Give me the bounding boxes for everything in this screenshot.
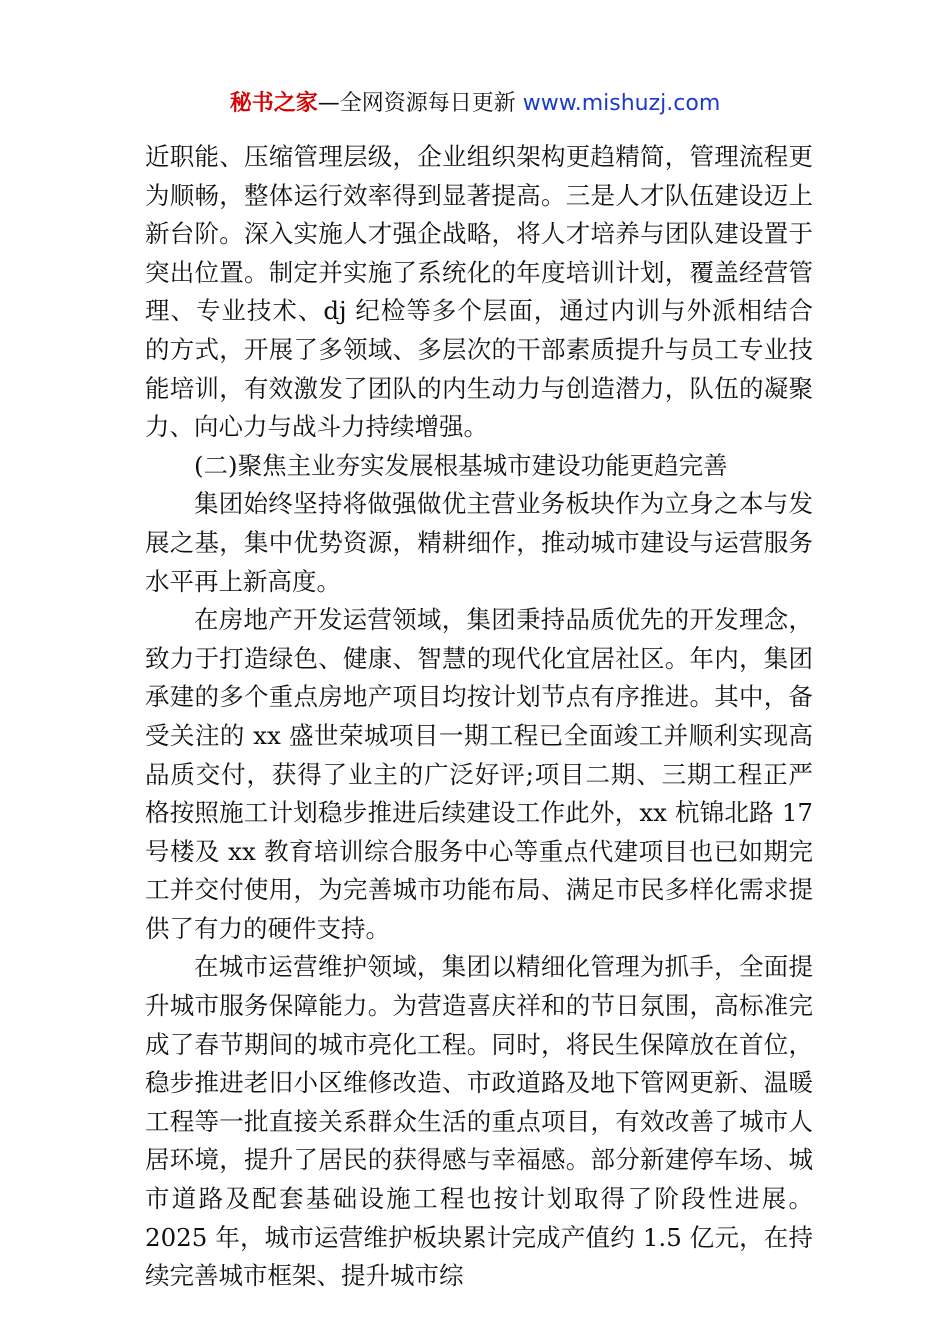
paragraph: 在城市运营维护领域，集团以精细化管理为抓手，全面提升城市服务保障能力。为营造喜庆祥和的节日氛围，高标准完成了春节期间的城市亮化工程。同时，将民生保障放在首位，稳步推进老旧小区维修改造、市政道路及地下管网更新、温暖工程等一批直接关系群众生活的重点项目，有效改善了城市人居环境，提升了居民的获得感与幸福感。部分新建停车场、城市道路及配套基础设施工程也按计划取得了阶段性进展。2025 年，城市运营维护板块累计完成产值约 1.5 亿元，在持续完善城市框架、提升城市综	[145, 952, 813, 1291]
header-site-link[interactable]: www.mishuzj.com	[522, 91, 721, 116]
section-heading: (二)聚焦主业夯实发展根基城市建设功能更趋完善	[194, 450, 728, 480]
paragraph-continued: 近职能、压缩管理层级，企业组织架构更趋精简，管理流程更为顺畅，整体运行效率得到显著提高。三是人才队伍建设迈上新台阶。深入实施人才强企战略，将人才培养与团队建设置于突出位置。制定并实施了系统化的年度培训计划，覆盖经营管理、专业技术、dj 纪检等多个层面，通过内训与外派相结合的方式，开展了多领域、多层次的干部素质提升与员工专业技能培训，有效激发了团队的内生动力与创造潜力，队伍的凝聚力、向心力与战斗力持续增强。	[145, 142, 813, 442]
header-tagline: —全网资源每日更新	[317, 91, 523, 116]
paragraph: 集团始终坚持将做强做优主营业务板块作为立身之本与发展之基，集中优势资源，精耕细作，推动城市建设与运营服务水平再上新高度。	[145, 489, 813, 596]
page-header	[0, 88, 950, 120]
header-brand: 秘书之家	[229, 91, 318, 116]
document-body	[145, 138, 813, 1296]
paragraph: 在房地产开发运营领域，集团秉持品质优先的开发理念，致力于打造绿色、健康、智慧的现代化宜居社区。年内，集团承建的多个重点房地产项目均按计划节点有序推进。其中，备受关注的 xx 盛世荣城项目一期工程已全面竣工并顺利实现高品质交付，获得了业主的广泛好评;项目二期、三期工程正严格按照施工计划稳步推进后续建设工作此外，xx 杭锦北路 17 号楼及 xx 教育培训综合服务中心等重点代建项目也已如期完工并交付使用，为完善城市功能布局、满足市民多样化需求提供了有力的硬件支持。	[145, 605, 813, 943]
